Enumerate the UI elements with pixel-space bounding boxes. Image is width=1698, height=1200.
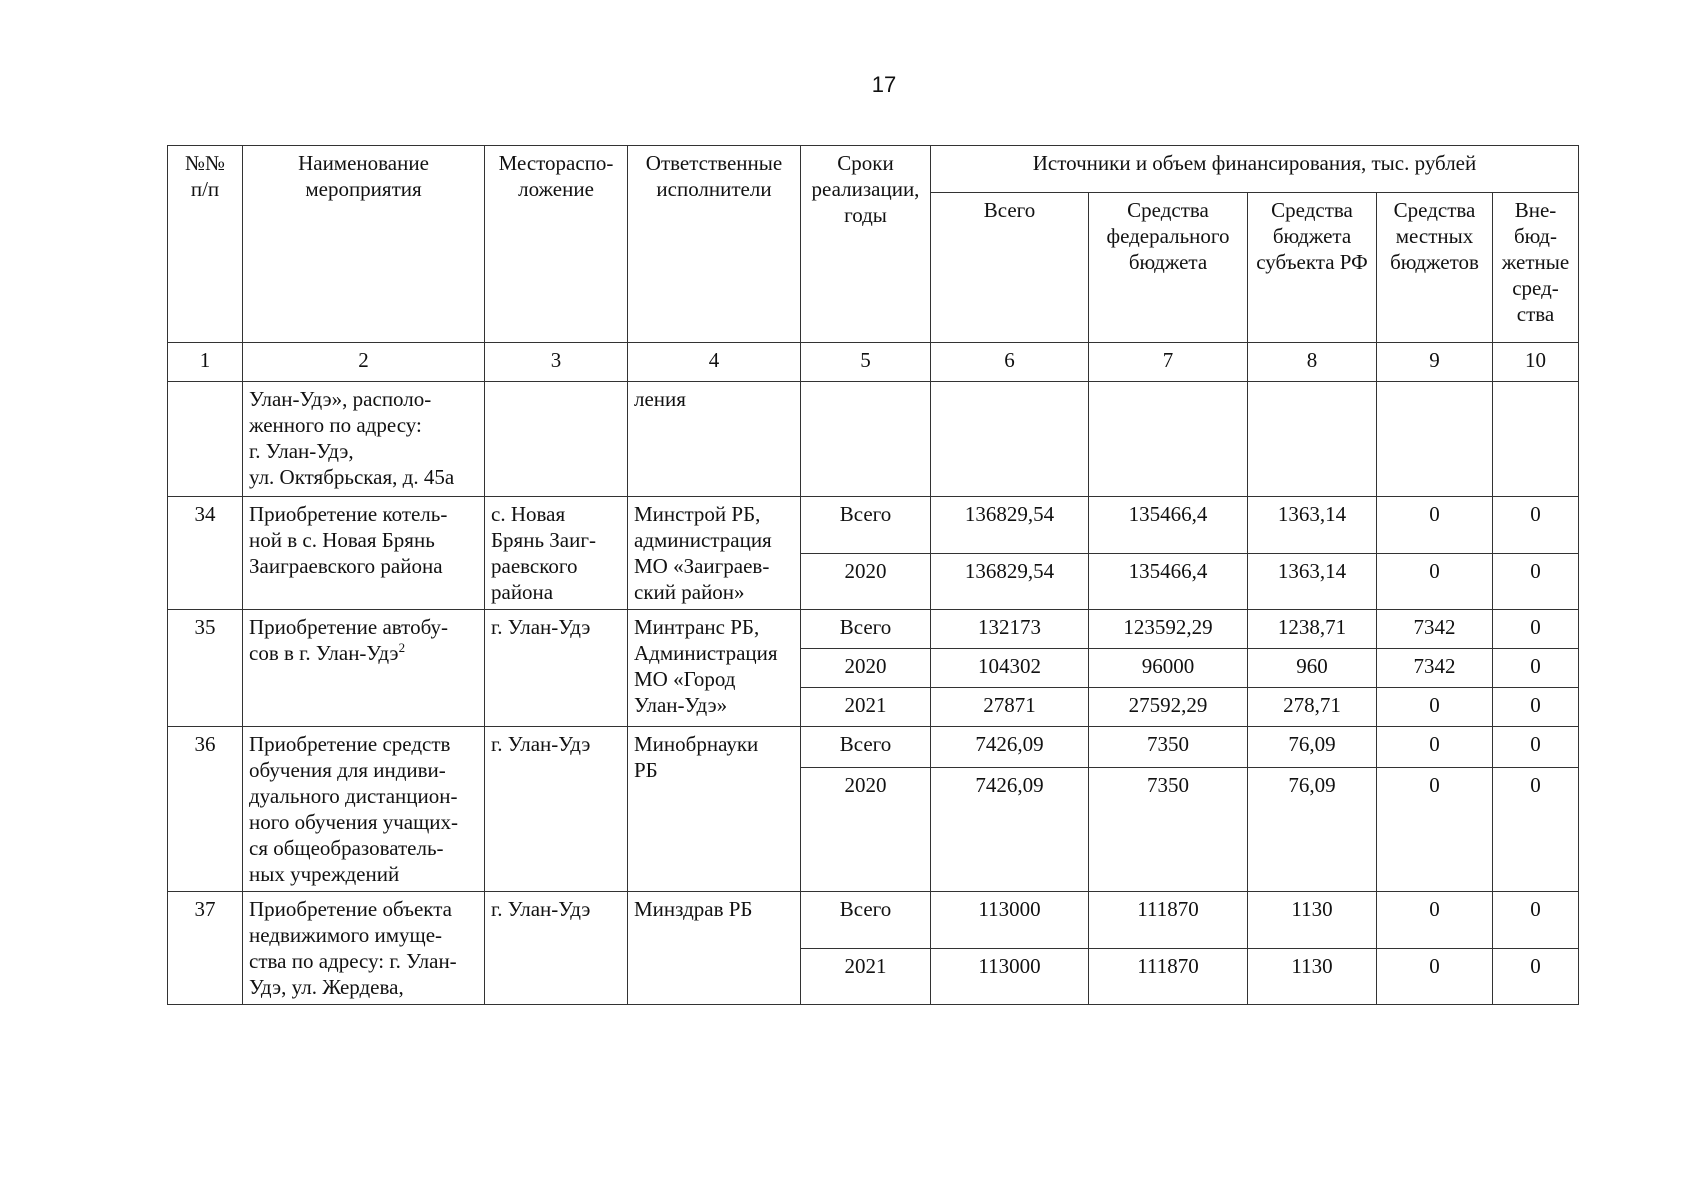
- cell-local: 7342: [1377, 649, 1493, 688]
- cell-local: 0: [1377, 553, 1493, 610]
- column-number-5: 5: [801, 343, 931, 382]
- cell-responsible: Минздрав РБ: [628, 892, 801, 1005]
- cell-period: Всего: [801, 497, 931, 554]
- cell-location: [485, 382, 628, 497]
- cell-regional: 76,09: [1248, 768, 1377, 892]
- cell-name: Приобретение котель- ной в с. Новая Брянь Заиграевского района: [243, 497, 485, 610]
- cell-number: 35: [168, 610, 243, 727]
- cell-regional: 1130: [1248, 948, 1377, 1005]
- table-row: [168, 497, 1579, 554]
- cell-local: 0: [1377, 948, 1493, 1005]
- cell-period: Всего: [801, 610, 931, 649]
- cell-extrabudget: 0: [1493, 892, 1579, 949]
- column-number-10: 10: [1493, 343, 1579, 382]
- header-name: Наименование мероприятия: [243, 146, 485, 343]
- cell-name: Приобретение автобу- сов в г. Улан-Удэ$^2$: [243, 610, 485, 727]
- cell-federal: 96000: [1089, 649, 1248, 688]
- cell-regional: 960: [1248, 649, 1377, 688]
- cell-federal: 135466,4: [1089, 497, 1248, 554]
- header-local: Средства местных бюджетов: [1377, 193, 1493, 343]
- cell-federal: 111870: [1089, 948, 1248, 1005]
- cell-total: 113000: [931, 948, 1089, 1005]
- cell-extrabudget: 0: [1493, 649, 1579, 688]
- cell-name: Улан-Удэ», располо- женного по адресу: г. Улан-Удэ, ул. Октябрьская, д. 45а: [243, 382, 485, 497]
- page-number: 17: [871, 72, 897, 97]
- cell-total: 132173: [931, 610, 1089, 649]
- cell-total: 136829,54: [931, 553, 1089, 610]
- header-federal: Средства федерального бюджета: [1089, 193, 1248, 343]
- cell-local: 0: [1377, 727, 1493, 768]
- cell-location: г. Улан-Удэ: [485, 727, 628, 892]
- header-period: Сроки реализации, годы: [801, 146, 931, 343]
- column-number-7: 7: [1089, 343, 1248, 382]
- column-number-9: 9: [1377, 343, 1493, 382]
- column-number-1: 1: [168, 343, 243, 382]
- cell-regional: 1238,71: [1248, 610, 1377, 649]
- cell-number: 34: [168, 497, 243, 610]
- cell-extrabudget: 0: [1493, 553, 1579, 610]
- cell-federal: 123592,29: [1089, 610, 1248, 649]
- cell-local: 0: [1377, 497, 1493, 554]
- cell-federal: 27592,29: [1089, 688, 1248, 727]
- cell-extrabudget: 0: [1493, 727, 1579, 768]
- cell-number: 36: [168, 727, 243, 892]
- cell-period: Всего: [801, 727, 931, 768]
- cell-period: Всего: [801, 892, 931, 949]
- cell-total: 104302: [931, 649, 1089, 688]
- column-number-2: 2: [243, 343, 485, 382]
- cell-location: г. Улан-Удэ: [485, 892, 628, 1005]
- cell-local: 0: [1377, 892, 1493, 949]
- cell-total: 136829,54: [931, 497, 1089, 554]
- cell-total: 7426,09: [931, 768, 1089, 892]
- header-responsible: Ответственные исполнители: [628, 146, 801, 343]
- header-extrabudget: Вне- бюд- жетные сред- ства: [1493, 193, 1579, 343]
- cell-name: Приобретение средств обучения для индиви- дуального дистанцион- ного обучения учащих- ся общеобразователь- ных учреждений: [243, 727, 485, 892]
- cell-regional: 1363,14: [1248, 553, 1377, 610]
- header-number: №№ п/п: [168, 146, 243, 343]
- cell-responsible: Минобрнауки РБ: [628, 727, 801, 892]
- header-regional: Средства бюджета субъекта РФ: [1248, 193, 1377, 343]
- cell-extrabudget: 0: [1493, 688, 1579, 727]
- cell-extrabudget: 0: [1493, 768, 1579, 892]
- cell-regional: 1363,14: [1248, 497, 1377, 554]
- cell-regional: 76,09: [1248, 727, 1377, 768]
- cell-local: 7342: [1377, 610, 1493, 649]
- column-number-6: 6: [931, 343, 1089, 382]
- cell-federal: 7350: [1089, 768, 1248, 892]
- cell-responsible: ления: [628, 382, 801, 497]
- continuation-row: [168, 382, 1579, 497]
- cell-location: г. Улан-Удэ: [485, 610, 628, 727]
- cell-period: 2021: [801, 948, 931, 1005]
- table-row: [168, 892, 1579, 949]
- cell-period: 2020: [801, 553, 931, 610]
- cell-total: 27871: [931, 688, 1089, 727]
- cell-period: 2020: [801, 649, 931, 688]
- header-location: Местораспо- ложение: [485, 146, 628, 343]
- cell-local: 0: [1377, 768, 1493, 892]
- cell-extrabudget: 0: [1493, 497, 1579, 554]
- column-number-3: 3: [485, 343, 628, 382]
- cell-name: Приобретение объекта недвижимого имуще- ства по адресу: г. Улан- Удэ, ул. Жердева,: [243, 892, 485, 1005]
- cell-regional: 278,71: [1248, 688, 1377, 727]
- cell-period: 2020: [801, 768, 931, 892]
- cell-local: 0: [1377, 688, 1493, 727]
- cell-number: 37: [168, 892, 243, 1005]
- cell-responsible: Минстрой РБ, администрация МО «Заиграев- ский район»: [628, 497, 801, 610]
- column-numbers-row: [168, 343, 1579, 382]
- cell-total: 113000: [931, 892, 1089, 949]
- table-row: [168, 727, 1579, 768]
- column-number-4: 4: [628, 343, 801, 382]
- table-row: [168, 610, 1579, 649]
- cell-federal: 111870: [1089, 892, 1248, 949]
- column-number-8: 8: [1248, 343, 1377, 382]
- cell-total: 7426,09: [931, 727, 1089, 768]
- header-total: Всего: [931, 193, 1089, 343]
- cell-federal: 135466,4: [1089, 553, 1248, 610]
- cell-location: с. Новая Брянь Заиг- раевского района: [485, 497, 628, 610]
- cell-period: 2021: [801, 688, 931, 727]
- header-financing-group: Источники и объем финансирования, тыс. рублей: [931, 146, 1579, 193]
- cell-regional: 1130: [1248, 892, 1377, 949]
- cell-number: [168, 382, 243, 497]
- cell-extrabudget: 0: [1493, 610, 1579, 649]
- financing-table: [167, 145, 1579, 1005]
- cell-responsible: Минтранс РБ, Администрация МО «Город Улан-Удэ»: [628, 610, 801, 727]
- cell-federal: 7350: [1089, 727, 1248, 768]
- cell-extrabudget: 0: [1493, 948, 1579, 1005]
- footnote-marker: 2: [398, 640, 406, 655]
